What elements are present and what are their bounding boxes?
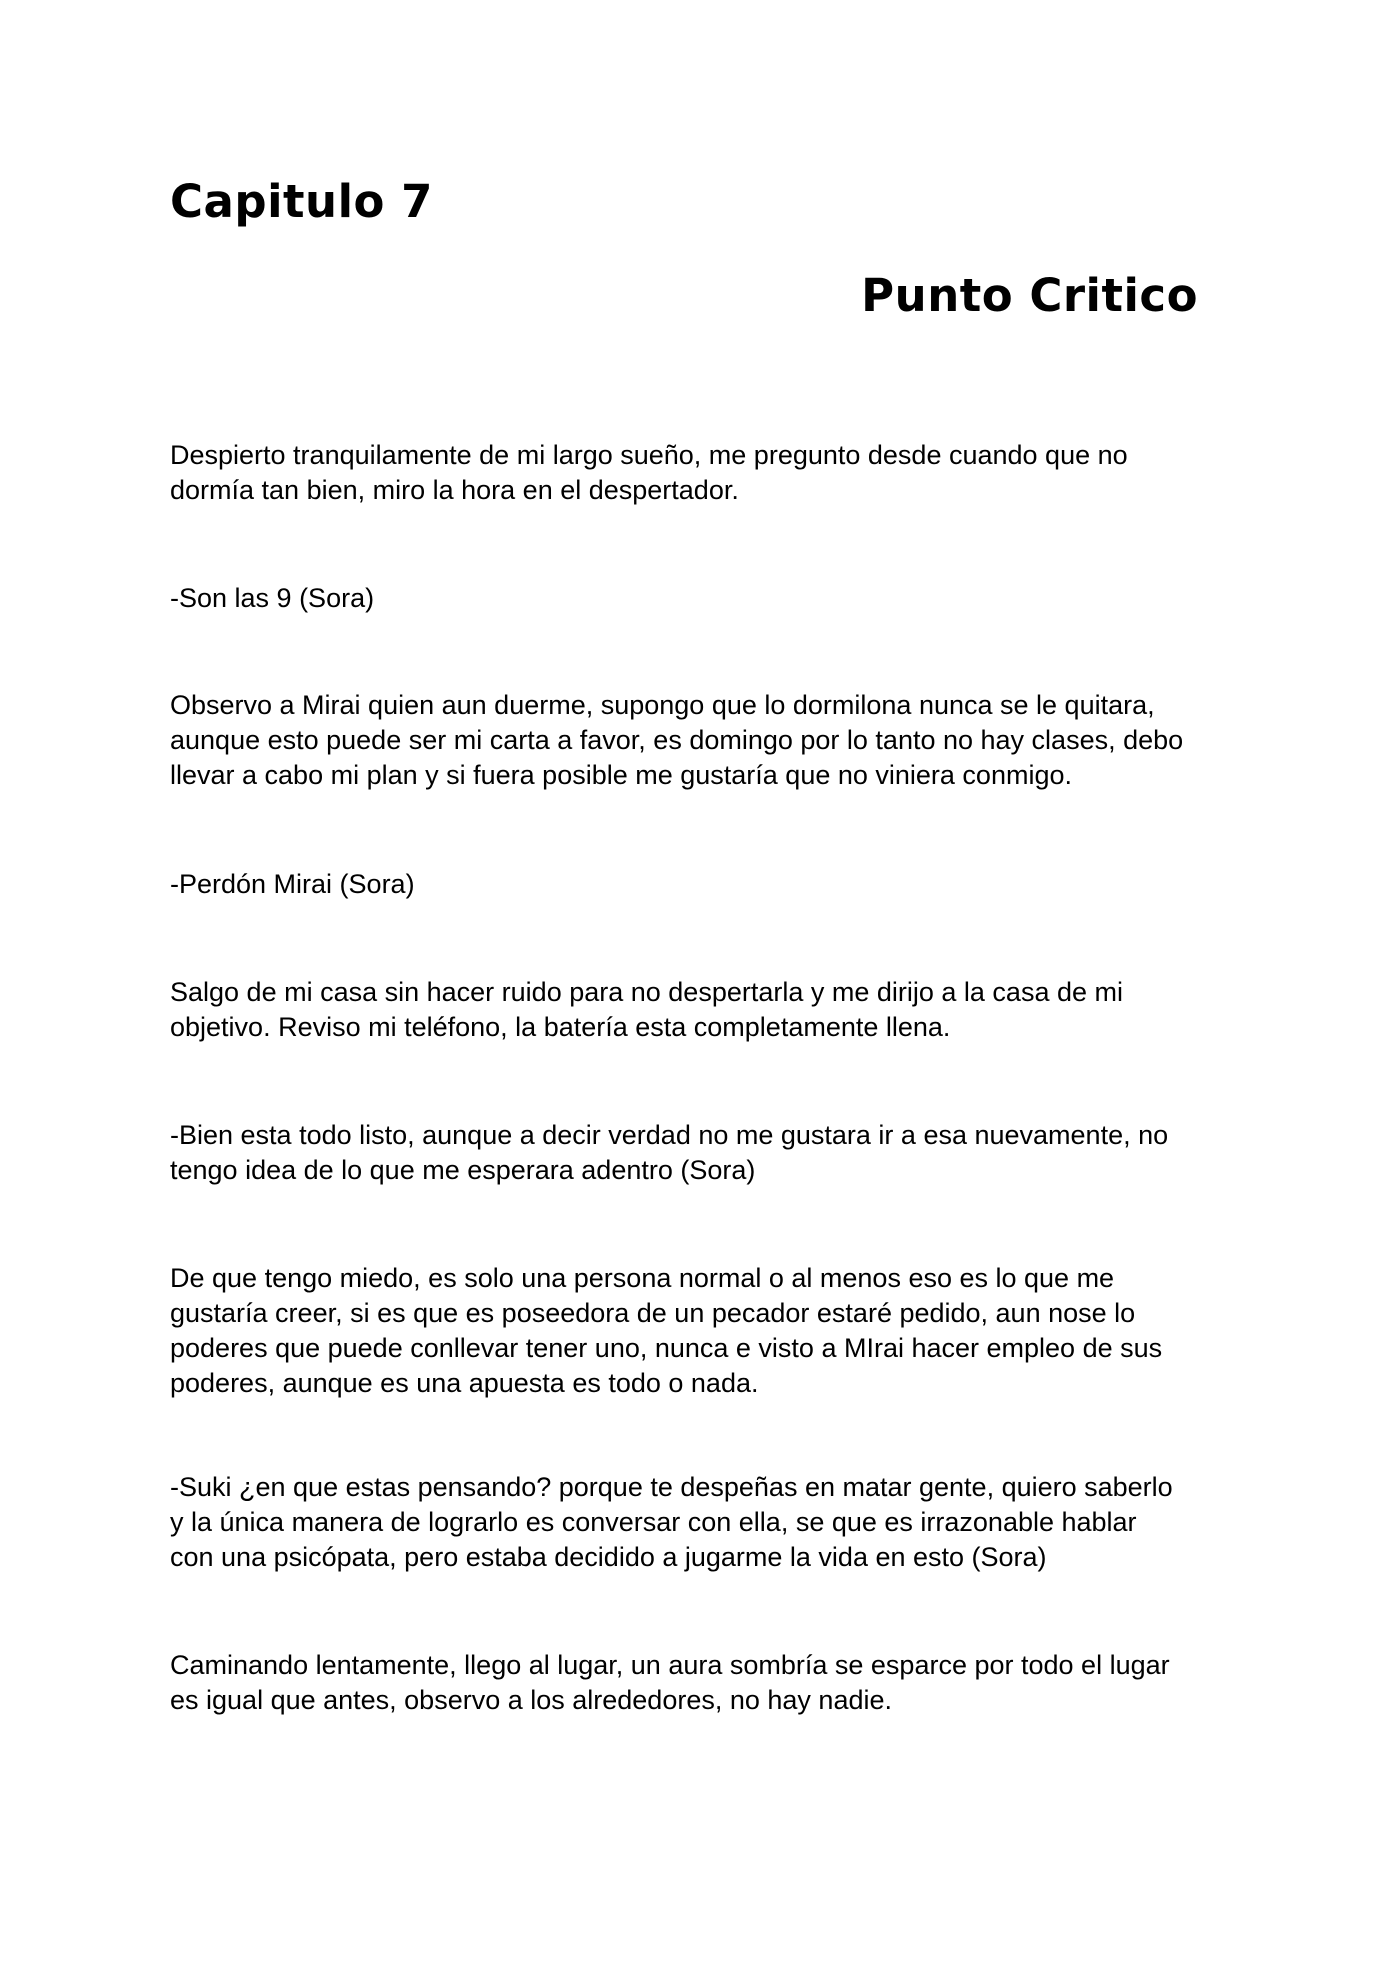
paragraph-narration: Observo a Mirai quien aun duerme, supongo que lo dormilona nunca se le quitara, aunque esto puede ser mi carta a favor, es domingo por lo tanto no hay clases, debo llevar a cabo mi plan y si fuera posible me gustaría que no viniera conmigo. bbox=[170, 690, 1184, 790]
paragraph-narration: Despierto tranquilamente de mi largo sueño, me pregunto desde cuando que no dormía tan bien, miro la hora en el despertador. bbox=[170, 440, 1128, 505]
paragraph-dialogue: -Perdón Mirai (Sora) bbox=[170, 869, 415, 899]
paragraph-dialogue: -Bien esta todo listo, aunque a decir verdad no me gustara ir a esa nuevamente, no tengo idea de lo que me esperara adentro (Sora) bbox=[170, 1120, 1169, 1185]
paragraph-narration: De que tengo miedo, es solo una persona normal o al menos eso es lo que me gustaría creer, si es que es poseedora de un pecador estaré pedido, aun nose lo poderes que puede conllevar tener uno, nunca e visto a MIrai hacer empleo de sus poderes, aunque es una apuesta es todo o nada. bbox=[170, 1263, 1163, 1398]
paragraph-dialogue: -Suki ¿en que estas pensando? porque te despeñas en matar gente, quiero saberlo y la única manera de lograrlo es conversar con ella, se que es irrazonable hablar con una psicópata, pero estaba decidido a jugarme la vida en esto (Sora) bbox=[170, 1472, 1173, 1572]
paragraph-dialogue: -Son las 9 (Sora) bbox=[170, 583, 375, 613]
chapter-title: Capitulo 7 bbox=[170, 175, 433, 228]
chapter-subtitle: Punto Critico bbox=[861, 269, 1198, 322]
paragraph-narration: Caminando lentamente, llego al lugar, un aura sombría se esparce por todo el lugar es igual que antes, observo a los alrededores, no hay nadie. bbox=[170, 1650, 1170, 1715]
paragraph-narration: Salgo de mi casa sin hacer ruido para no despertarla y me dirijo a la casa de mi objetivo. Reviso mi teléfono, la batería esta completamente llena. bbox=[170, 977, 1123, 1042]
